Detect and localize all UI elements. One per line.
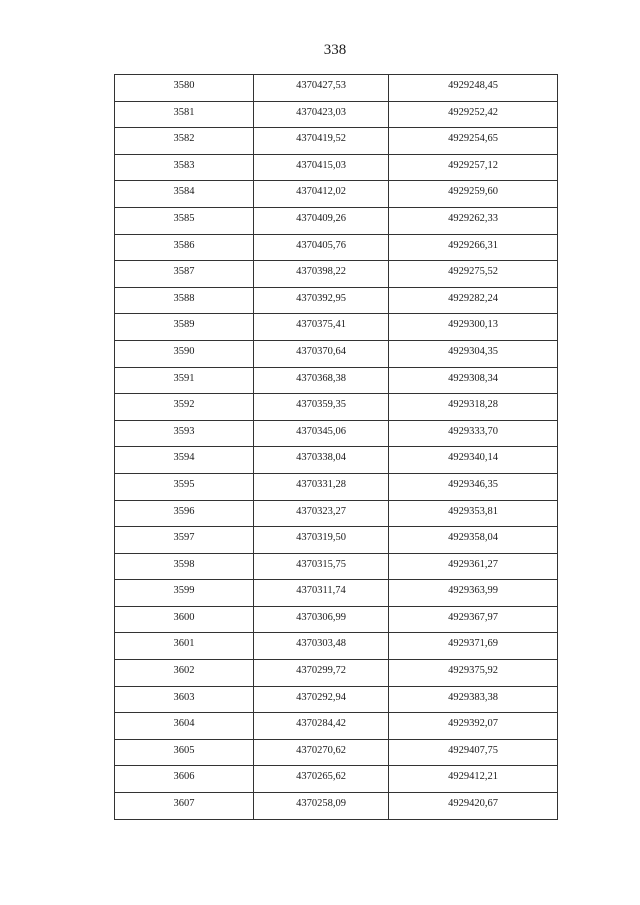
point-number-cell: 3588: [115, 287, 254, 314]
page-number: 338: [323, 42, 347, 58]
table-row: [115, 713, 558, 740]
table-row: [115, 739, 558, 766]
table-row: [115, 101, 558, 128]
x-coordinate-cell: 4370319,50: [254, 527, 389, 554]
point-number-cell: 3599: [115, 580, 254, 607]
x-coordinate-cell: 4370258,09: [254, 793, 389, 820]
x-coordinate-cell: 4370405,76: [254, 234, 389, 261]
y-coordinate-cell: 4929412,21: [389, 766, 558, 793]
x-coordinate-cell: 4370423,03: [254, 101, 389, 128]
y-coordinate-cell: 4929346,35: [389, 473, 558, 500]
x-coordinate-cell: 4370419,52: [254, 128, 389, 155]
y-coordinate-cell: 4929363,99: [389, 580, 558, 607]
y-coordinate-cell: 4929252,42: [389, 101, 558, 128]
x-coordinate-cell: 4370370,64: [254, 340, 389, 367]
x-coordinate-cell: 4370299,72: [254, 660, 389, 687]
x-coordinate-cell: 4370359,35: [254, 394, 389, 421]
y-coordinate-cell: 4929262,33: [389, 207, 558, 234]
point-number-cell: 3583: [115, 154, 254, 181]
point-number-cell: 3602: [115, 660, 254, 687]
y-coordinate-cell: 4929407,75: [389, 739, 558, 766]
y-coordinate-cell: 4929358,04: [389, 527, 558, 554]
y-coordinate-cell: 4929371,69: [389, 633, 558, 660]
y-coordinate-cell: 4929392,07: [389, 713, 558, 740]
point-number-cell: 3595: [115, 473, 254, 500]
y-coordinate-cell: 4929259,60: [389, 181, 558, 208]
table-row: [115, 420, 558, 447]
y-coordinate-cell: 4929257,12: [389, 154, 558, 181]
point-number-cell: 3601: [115, 633, 254, 660]
point-number-cell: 3589: [115, 314, 254, 341]
table-row: [115, 766, 558, 793]
table-row: [115, 580, 558, 607]
x-coordinate-cell: 4370284,42: [254, 713, 389, 740]
y-coordinate-cell: 4929300,13: [389, 314, 558, 341]
point-number-cell: 3591: [115, 367, 254, 394]
y-coordinate-cell: 4929282,24: [389, 287, 558, 314]
x-coordinate-cell: 4370415,03: [254, 154, 389, 181]
x-coordinate-cell: 4370412,02: [254, 181, 389, 208]
point-number-cell: 3582: [115, 128, 254, 155]
y-coordinate-cell: 4929340,14: [389, 447, 558, 474]
point-number-cell: 3587: [115, 261, 254, 288]
x-coordinate-cell: 4370306,99: [254, 606, 389, 633]
point-number-cell: 3603: [115, 686, 254, 713]
table-row: [115, 367, 558, 394]
table-row: [115, 553, 558, 580]
point-number-cell: 3600: [115, 606, 254, 633]
point-number-cell: 3586: [115, 234, 254, 261]
x-coordinate-cell: 4370265,62: [254, 766, 389, 793]
point-number-cell: 3592: [115, 394, 254, 421]
table-row: [115, 394, 558, 421]
x-coordinate-cell: 4370311,74: [254, 580, 389, 607]
y-coordinate-cell: 4929318,28: [389, 394, 558, 421]
point-number-cell: 3585: [115, 207, 254, 234]
table-row: [115, 154, 558, 181]
point-number-cell: 3596: [115, 500, 254, 527]
y-coordinate-cell: 4929383,38: [389, 686, 558, 713]
table-row: [115, 128, 558, 155]
y-coordinate-cell: 4929304,35: [389, 340, 558, 367]
table-row: [115, 473, 558, 500]
point-number-cell: 3594: [115, 447, 254, 474]
coordinates-table-body: [115, 75, 558, 820]
x-coordinate-cell: 4370409,26: [254, 207, 389, 234]
x-coordinate-cell: 4370315,75: [254, 553, 389, 580]
y-coordinate-cell: 4929308,34: [389, 367, 558, 394]
x-coordinate-cell: 4370292,94: [254, 686, 389, 713]
x-coordinate-cell: 4370427,53: [254, 75, 389, 102]
y-coordinate-cell: 4929266,31: [389, 234, 558, 261]
x-coordinate-cell: 4370368,38: [254, 367, 389, 394]
coordinates-table: [114, 74, 558, 820]
table-row: [115, 287, 558, 314]
table-row: [115, 793, 558, 820]
point-number-cell: 3598: [115, 553, 254, 580]
table-row: [115, 207, 558, 234]
table-row: [115, 75, 558, 102]
table-row: [115, 234, 558, 261]
x-coordinate-cell: 4370323,27: [254, 500, 389, 527]
table-row: [115, 660, 558, 687]
x-coordinate-cell: 4370375,41: [254, 314, 389, 341]
x-coordinate-cell: 4370398,22: [254, 261, 389, 288]
table-row: [115, 606, 558, 633]
y-coordinate-cell: 4929420,67: [389, 793, 558, 820]
point-number-cell: 3593: [115, 420, 254, 447]
table-row: [115, 340, 558, 367]
x-coordinate-cell: 4370392,95: [254, 287, 389, 314]
point-number-cell: 3607: [115, 793, 254, 820]
table-row: [115, 527, 558, 554]
y-coordinate-cell: 4929275,52: [389, 261, 558, 288]
table-row: [115, 261, 558, 288]
point-number-cell: 3604: [115, 713, 254, 740]
x-coordinate-cell: 4370303,48: [254, 633, 389, 660]
point-number-cell: 3606: [115, 766, 254, 793]
x-coordinate-cell: 4370338,04: [254, 447, 389, 474]
table-row: [115, 633, 558, 660]
y-coordinate-cell: 4929361,27: [389, 553, 558, 580]
point-number-cell: 3584: [115, 181, 254, 208]
y-coordinate-cell: 4929333,70: [389, 420, 558, 447]
table-row: [115, 447, 558, 474]
table-row: [115, 686, 558, 713]
x-coordinate-cell: 4370270,62: [254, 739, 389, 766]
x-coordinate-cell: 4370345,06: [254, 420, 389, 447]
y-coordinate-cell: 4929367,97: [389, 606, 558, 633]
x-coordinate-cell: 4370331,28: [254, 473, 389, 500]
y-coordinate-cell: 4929248,45: [389, 75, 558, 102]
y-coordinate-cell: 4929375,92: [389, 660, 558, 687]
y-coordinate-cell: 4929254,65: [389, 128, 558, 155]
table-row: [115, 500, 558, 527]
y-coordinate-cell: 4929353,81: [389, 500, 558, 527]
point-number-cell: 3580: [115, 75, 254, 102]
point-number-cell: 3597: [115, 527, 254, 554]
point-number-cell: 3590: [115, 340, 254, 367]
table-row: [115, 181, 558, 208]
point-number-cell: 3605: [115, 739, 254, 766]
table-row: [115, 314, 558, 341]
point-number-cell: 3581: [115, 101, 254, 128]
